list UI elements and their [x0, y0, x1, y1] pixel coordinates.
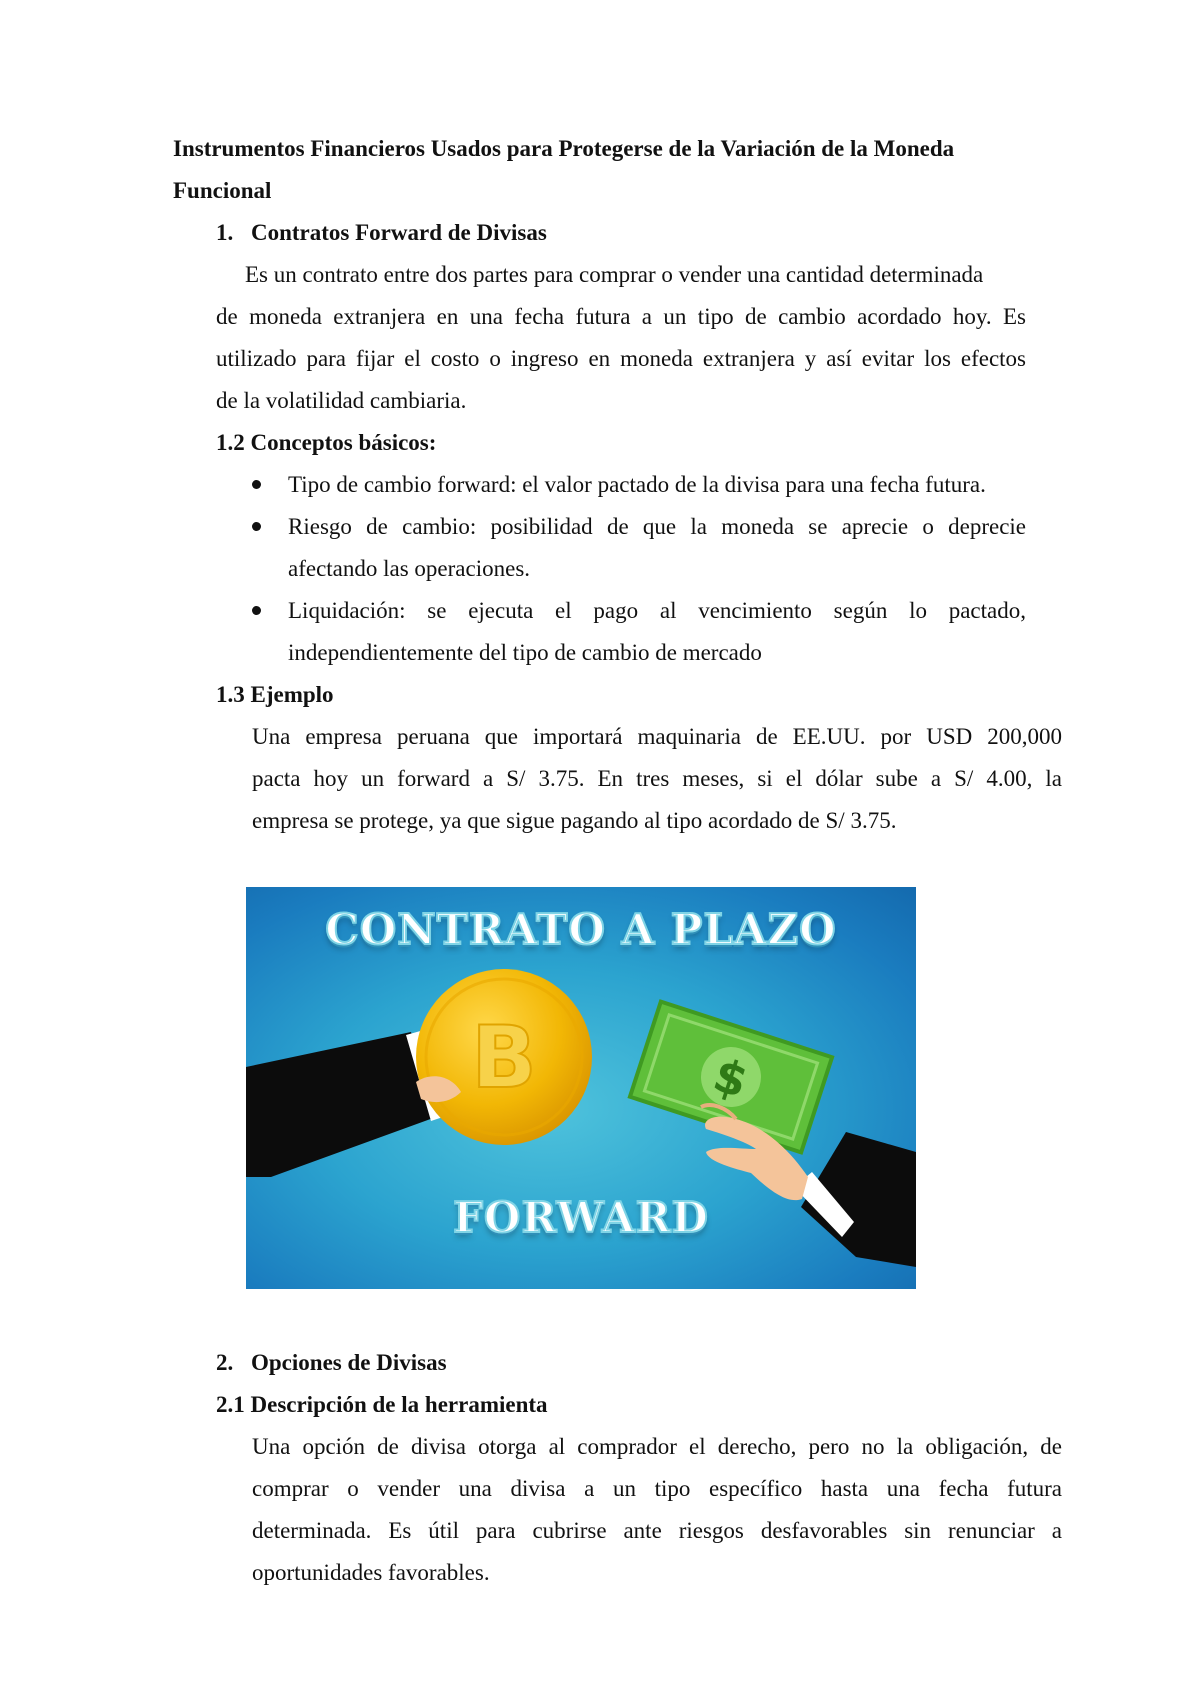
bill-symbol: $ [707, 1047, 755, 1109]
bullet-item-line: Riesgo de cambio: posibilidad de que la moneda se aprecie o deprecie [288, 514, 1026, 539]
bullet-dot [252, 606, 261, 615]
options-paragraph-line: Una opción de divisa otorga al comprador el derecho, pero no la obligación, de [252, 1434, 1062, 1459]
coin-letter: B [471, 1008, 537, 1108]
bullet-item-line: afectando las operaciones. [288, 556, 531, 581]
section-1-paragraph-line: utilizado para fijar el costo o ingreso en moneda extranjera y así evitar los efectos [216, 346, 1026, 371]
section-1-number: 1. [216, 220, 234, 245]
illustration-bottom-text: FORWARD [453, 1193, 709, 1242]
options-paragraph-line: determinada. Es útil para cubrirse ante riesgos desfavorables sin renunciar a [252, 1518, 1062, 1543]
section-1-paragraph-line: de la volatilidad cambiaria. [216, 388, 467, 413]
left-hand-with-coin [246, 969, 592, 1177]
options-paragraph-line: oportunidades favorables. [252, 1560, 490, 1585]
subsection-1-3-heading: 1.3 Ejemplo [216, 682, 334, 707]
example-paragraph-line: Una empresa peruana que importará maquinaria de EE.UU. por USD 200,000 [252, 724, 1062, 749]
section-1-heading: Contratos Forward de Divisas [251, 220, 547, 245]
section-1-paragraph-line: Es un contrato entre dos partes para comprar o vender una cantidad determinada [245, 262, 984, 287]
section-1-paragraph-line: de moneda extranjera en una fecha futura a un tipo de cambio acordado hoy. Es [216, 304, 1026, 329]
bullet-item-line: independientemente del tipo de cambio de mercado [288, 640, 762, 665]
bullet-dot [252, 522, 261, 531]
bullet-item-line: Tipo de cambio forward: el valor pactado de la divisa para una fecha futura. [288, 472, 986, 497]
bullet-dot [252, 480, 261, 489]
subsection-2-1-heading: 2.1 Descripción de la herramienta [216, 1392, 548, 1417]
example-paragraph-line: empresa se protege, ya que sigue pagando al tipo acordado de S/ 3.75. [252, 808, 897, 833]
section-2-heading: Opciones de Divisas [251, 1350, 447, 1375]
section-2-number: 2. [216, 1350, 234, 1375]
bullet-item-line: Liquidación: se ejecuta el pago al vencimiento según lo pactado, [288, 598, 1026, 623]
options-paragraph-line: comprar o vender una divisa a un tipo específico hasta una fecha futura [252, 1476, 1062, 1501]
illustration-top-text: CONTRATO A PLAZO [325, 905, 837, 954]
document-title-line-2: Funcional [173, 178, 272, 203]
example-paragraph-line: pacta hoy un forward a S/ 3.75. En tres meses, si el dólar sube a S/ 4.00, la [252, 766, 1062, 791]
subsection-1-2-heading: 1.2 Conceptos básicos: [216, 430, 437, 455]
forward-contract-illustration [246, 887, 916, 1289]
document-title-line-1: Instrumentos Financieros Usados para Protegerse de la Variación de la Moneda [173, 136, 955, 161]
